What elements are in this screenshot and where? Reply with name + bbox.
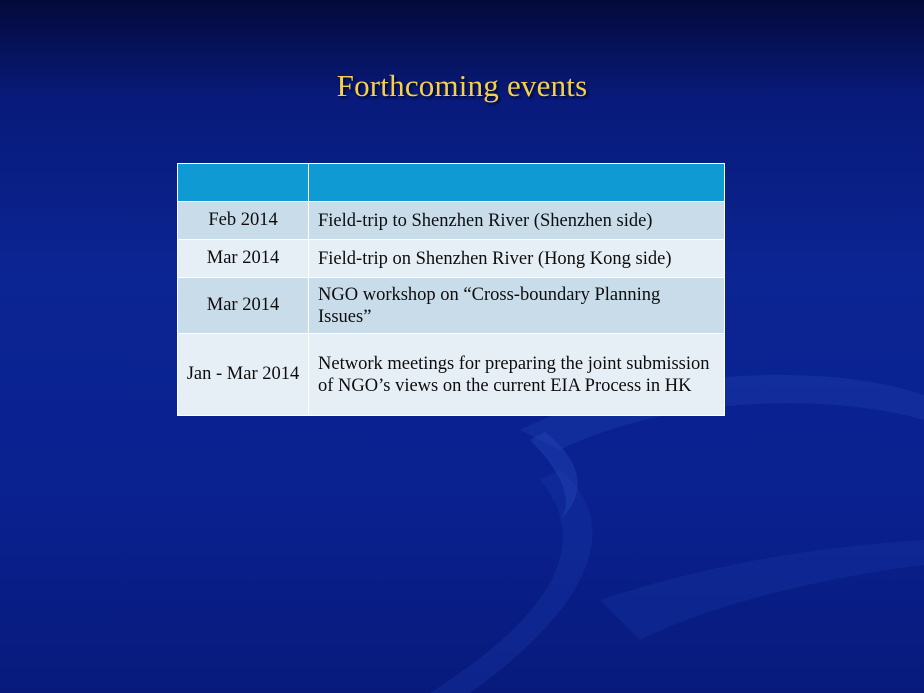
header-cell-date <box>178 164 309 202</box>
events-table <box>177 163 725 416</box>
event-date: Jan - Mar 2014 <box>178 334 309 416</box>
header-cell-event <box>309 164 725 202</box>
table-row <box>178 278 725 334</box>
table-header-row <box>178 164 725 202</box>
event-description: Network meetings for preparing the joint submission of NGO’s views on the current EIA Process in HK <box>309 334 725 416</box>
table-row <box>178 240 725 278</box>
event-date: Feb 2014 <box>178 202 309 240</box>
slide-title: Forthcoming events <box>336 68 588 103</box>
event-description: Field-trip to Shenzhen River (Shenzhen side) <box>309 202 725 240</box>
event-date: Mar 2014 <box>178 240 309 278</box>
table-row <box>178 334 725 416</box>
event-description: Field-trip on Shenzhen River (Hong Kong side) <box>309 240 725 278</box>
event-description: NGO workshop on “Cross-boundary Planning Issues” <box>309 278 725 334</box>
table-row <box>178 202 725 240</box>
event-date: Mar 2014 <box>178 278 309 334</box>
